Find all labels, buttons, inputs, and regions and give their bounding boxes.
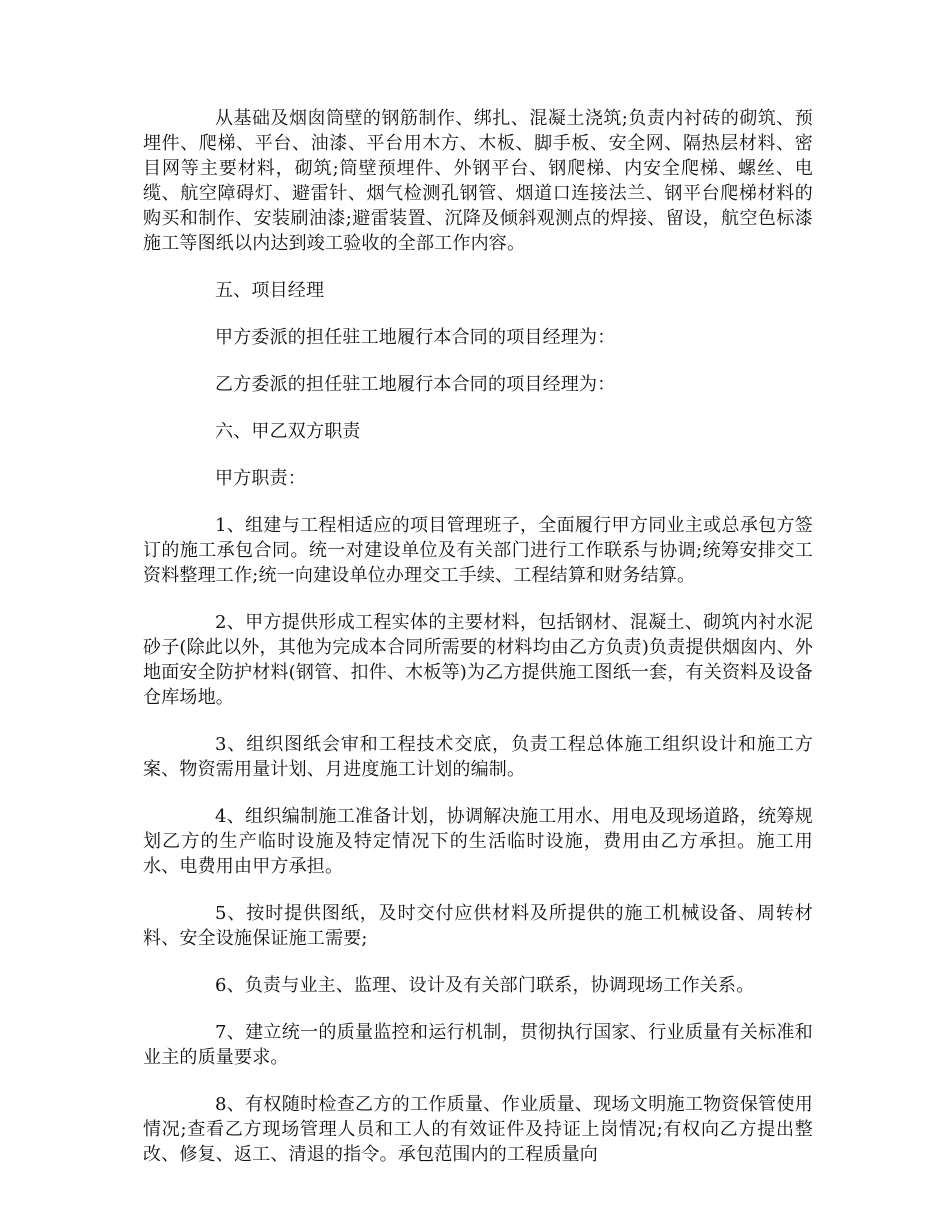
paragraph-duty-3: 3、组织图纸会审和工程技术交底，负责工程总体施工组织设计和施工方案、物资需用量计划、月进度施工计划的编制。 bbox=[143, 734, 813, 780]
paragraph-duty-4: 4、组织编制施工准备计划，协调解决施工用水、用电及现场道路，统筹规划乙方的生产临时设施及特定情况下的生活临时设施，费用由乙方承担。施工用水、电费用由甲方承担。 bbox=[143, 806, 813, 877]
paragraph-duty-7: 7、建立统一的质量监控和运行机制，贯彻执行国家、行业质量有关标准和业主的质量要求。 bbox=[143, 1022, 813, 1068]
heading-party-a-duties: 甲方职责： bbox=[215, 468, 306, 489]
paragraph-party-b-manager: 乙方委派的担任驻工地履行本合同的项目经理为： bbox=[215, 374, 616, 395]
paragraph-party-a-manager: 甲方委派的担任驻工地履行本合同的项目经理为： bbox=[215, 327, 616, 348]
paragraph-scope-of-work: 从基础及烟囱筒壁的钢筋制作、绑扎、混凝土浇筑;负责内衬砖的砌筑、预埋件、爬梯、平台、油漆、平台用木方、木板、脚手板、安全网、隔热层材料、密目网等主要材料，砌筑;筒壁预埋件、外钢平台、钢爬梯、内安全爬梯、螺丝、电缆、航空障碍灯、避雷针、烟气检测孔钢管、烟道口连接法兰、钢平台爬梯材料的购买和制作、安装刷油漆;避雷装置、沉降及倾斜观测点的焊接、留设，航空色标漆施工等图纸以内达到竣工验收的全部工作内容。 bbox=[143, 108, 813, 254]
heading-project-manager: 五、项目经理 bbox=[215, 280, 325, 301]
paragraph-duty-6: 6、负责与业主、监理、设计及有关部门联系，协调现场工作关系。 bbox=[215, 975, 755, 996]
paragraph-duty-5: 5、按时提供图纸，及时交付应供材料及所提供的施工机械设备、周转材料、安全设施保证施工需要; bbox=[143, 903, 813, 949]
document-body bbox=[143, 106, 813, 1189]
heading-responsibilities: 六、甲乙双方职责 bbox=[215, 421, 361, 442]
paragraph-duty-8: 8、有权随时检查乙方的工作质量、作业质量、现场文明施工物资保管使用情况;查看乙方现场管理人员和工人的有效证件及持证上岗情况;有权向乙方提出整改、修复、返工、清退的指令。承包范围内的工程质量向 bbox=[143, 1094, 813, 1165]
paragraph-duty-2: 2、甲方提供形成工程实体的主要材料，包括钢材、混凝土、砌筑内衬水泥砂子(除此以外，其他为完成本合同所需要的材料均由乙方负责)负责提供烟囱内、外地面安全防护材料(钢管、扣件、木板等)为乙方提供施工图纸一套，有关资料及设备仓库场地。 bbox=[143, 612, 813, 708]
paragraph-duty-1: 1、组建与工程相适应的项目管理班子，全面履行甲方同业主或总承包方签订的施工承包合同。统一对建设单位及有关部门进行工作联系与协调;统筹安排交工资料整理工作;统一向建设单位办理交工手续、工程结算和财务结算。 bbox=[143, 515, 813, 586]
